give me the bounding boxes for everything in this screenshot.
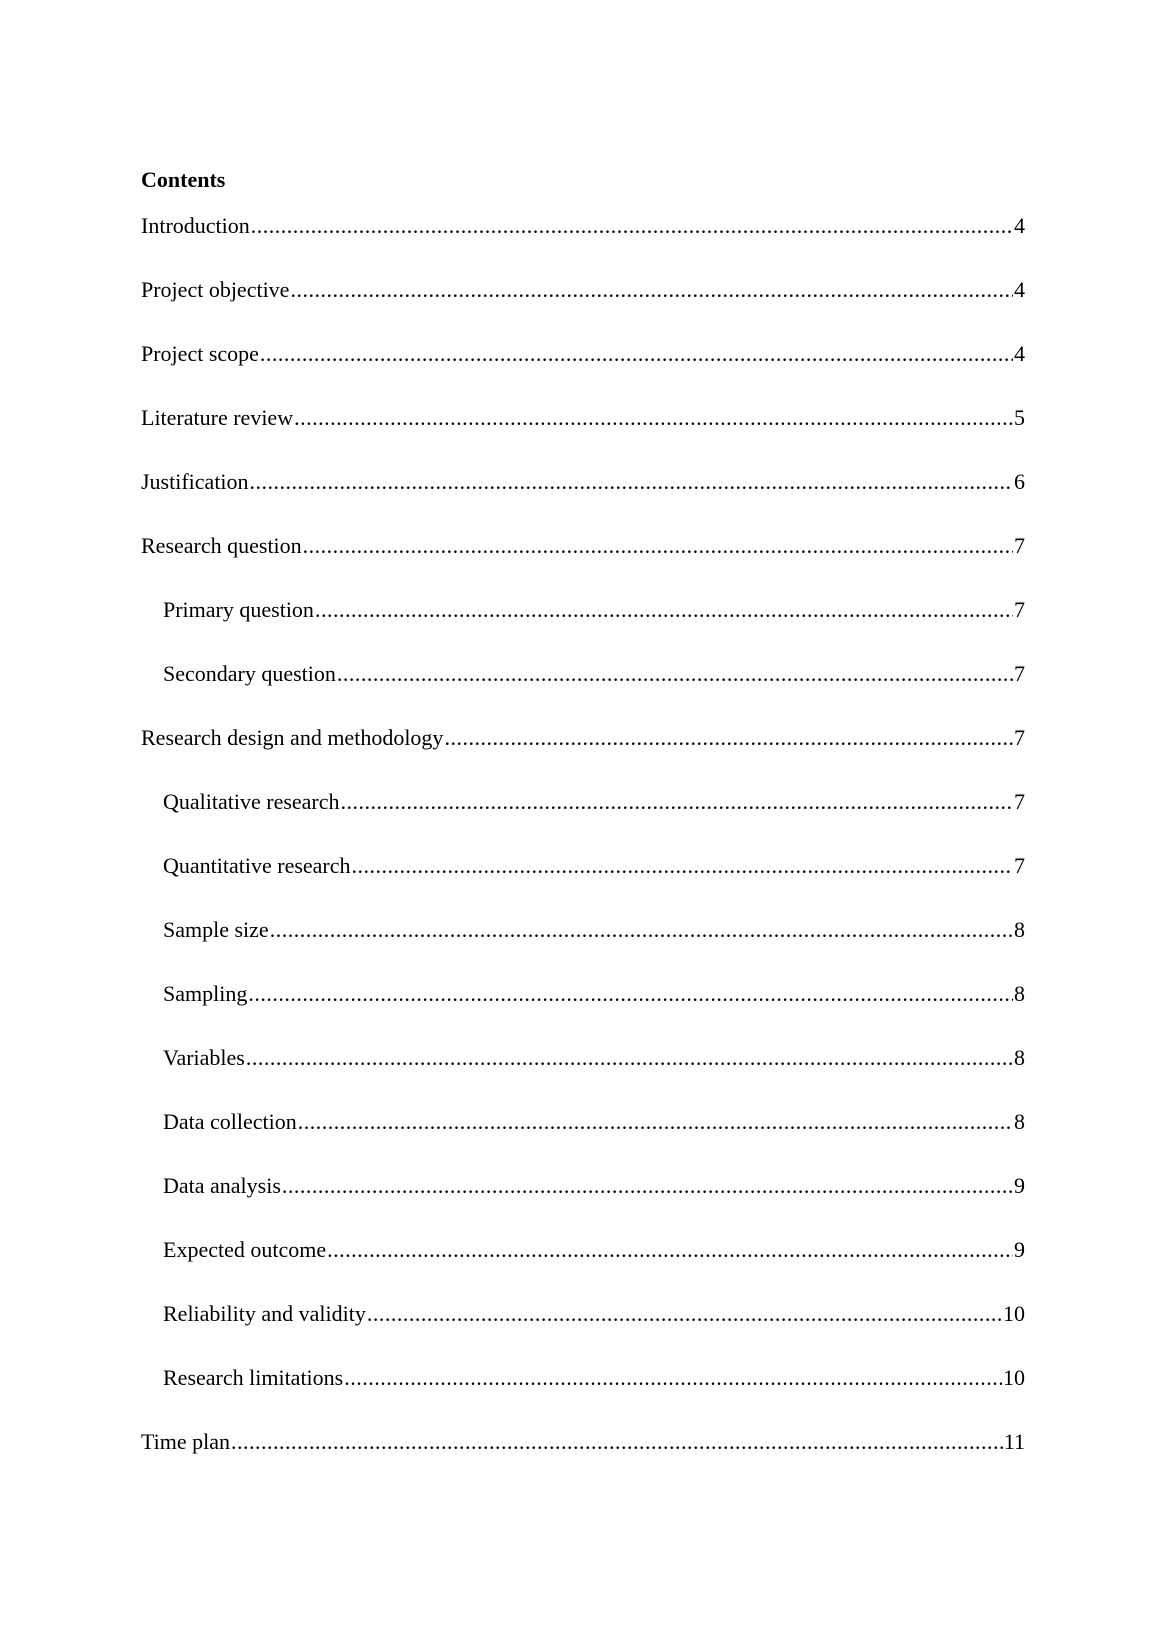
toc-entry-title[interactable]: Time plan (141, 1429, 231, 1454)
toc-dot-leader (290, 276, 1013, 304)
toc-entry[interactable] (141, 852, 1025, 916)
toc-entry[interactable] (141, 1108, 1025, 1172)
toc-entry[interactable] (141, 340, 1025, 404)
toc-entry-page-number[interactable]: 11 (1003, 1429, 1025, 1454)
toc-entry-page-number[interactable]: 4 (1014, 213, 1025, 238)
toc-entry-title[interactable]: Project objective (141, 277, 290, 302)
toc-dot-leader (250, 468, 1013, 496)
toc-dot-leader (444, 724, 1013, 752)
toc-entry-title[interactable]: Quantitative research (163, 853, 351, 878)
toc-entry[interactable] (141, 276, 1025, 340)
toc-entry-title[interactable]: Data collection (163, 1109, 297, 1134)
toc-entry-page-number[interactable]: 7 (1014, 597, 1025, 622)
toc-entry[interactable] (141, 980, 1025, 1044)
toc-entry[interactable] (141, 1236, 1025, 1300)
toc-entry-page-number[interactable]: 8 (1014, 1109, 1025, 1134)
toc-entry-title[interactable]: Primary question (163, 597, 314, 622)
toc-entry-title[interactable]: Secondary question (163, 661, 336, 686)
toc-entry-title[interactable]: Sample size (163, 917, 269, 942)
toc-entry-page-number[interactable]: 9 (1014, 1237, 1025, 1262)
toc-dot-leader (260, 340, 1013, 368)
toc-entry-title[interactable]: Research design and methodology (141, 725, 444, 750)
toc-entry[interactable] (141, 660, 1025, 724)
toc-entry[interactable] (141, 596, 1025, 660)
toc-entry-title[interactable]: Expected outcome (163, 1237, 327, 1262)
toc-entry-page-number[interactable]: 9 (1014, 1173, 1025, 1198)
toc-entry[interactable] (141, 916, 1025, 980)
toc-entry-title[interactable]: Project scope (141, 341, 259, 366)
toc-entry-title[interactable]: Qualitative research (163, 789, 340, 814)
toc-entry-page-number[interactable]: 7 (1014, 853, 1025, 878)
toc-entry-page-number[interactable]: 4 (1014, 277, 1025, 302)
toc-entry-title[interactable]: Sampling (163, 981, 248, 1006)
toc-entry-page-number[interactable]: 7 (1014, 661, 1025, 686)
toc-entry-page-number[interactable]: 10 (1003, 1301, 1025, 1326)
toc-entry[interactable] (141, 1428, 1025, 1492)
toc-entry-page-number[interactable]: 7 (1014, 533, 1025, 558)
toc-entry[interactable] (141, 212, 1025, 276)
toc-entry-page-number[interactable]: 7 (1014, 725, 1025, 750)
toc-entry-page-number[interactable]: 4 (1014, 341, 1025, 366)
toc-dot-leader (294, 404, 1013, 432)
toc-dot-leader (352, 852, 1013, 880)
toc-entry[interactable] (141, 532, 1025, 596)
toc-heading: Contents (141, 167, 226, 192)
toc-entry-page-number[interactable]: 8 (1014, 917, 1025, 942)
toc-entry[interactable] (141, 1364, 1025, 1428)
toc-list (141, 212, 1025, 1492)
toc-dot-leader (270, 916, 1013, 944)
toc-entry[interactable] (141, 468, 1025, 532)
toc-entry-page-number[interactable]: 5 (1014, 405, 1025, 430)
toc-entry-title[interactable]: Variables (163, 1045, 245, 1070)
toc-entry-title[interactable]: Research limitations (163, 1365, 344, 1390)
toc-entry[interactable] (141, 1300, 1025, 1364)
toc-entry-page-number[interactable]: 6 (1014, 469, 1025, 494)
toc-entry-title[interactable]: Reliability and validity (163, 1301, 366, 1326)
toc-dot-leader (251, 212, 1013, 240)
toc-entry-title[interactable]: Literature review (141, 405, 294, 430)
toc-dot-leader (315, 596, 1013, 624)
toc-entry[interactable] (141, 404, 1025, 468)
toc-dot-leader (327, 1236, 1013, 1264)
toc-entry-title[interactable]: Data analysis (163, 1173, 281, 1198)
toc-dot-leader (337, 660, 1013, 688)
toc-dot-leader (341, 788, 1013, 816)
toc-dot-leader (344, 1364, 1002, 1392)
toc-dot-leader (367, 1300, 1002, 1328)
toc-entry-title[interactable]: Introduction (141, 213, 250, 238)
toc-dot-leader (246, 1044, 1013, 1072)
toc-entry-title[interactable]: Justification (141, 469, 249, 494)
toc-entry[interactable] (141, 1172, 1025, 1236)
toc-entry[interactable] (141, 788, 1025, 852)
toc-entry-page-number[interactable]: 10 (1003, 1365, 1025, 1390)
toc-entry-page-number[interactable]: 7 (1014, 789, 1025, 814)
toc-entry-page-number[interactable]: 8 (1014, 981, 1025, 1006)
toc-dot-leader (303, 532, 1013, 560)
toc-entry[interactable] (141, 724, 1025, 788)
toc-entry[interactable] (141, 1044, 1025, 1108)
toc-dot-leader (231, 1428, 1003, 1456)
toc-entry-page-number[interactable]: 8 (1014, 1045, 1025, 1070)
toc-dot-leader (282, 1172, 1013, 1200)
table-of-contents (141, 160, 1025, 1480)
toc-dot-leader (298, 1108, 1013, 1136)
toc-entry-title[interactable]: Research question (141, 533, 302, 558)
toc-dot-leader (248, 980, 1013, 1008)
